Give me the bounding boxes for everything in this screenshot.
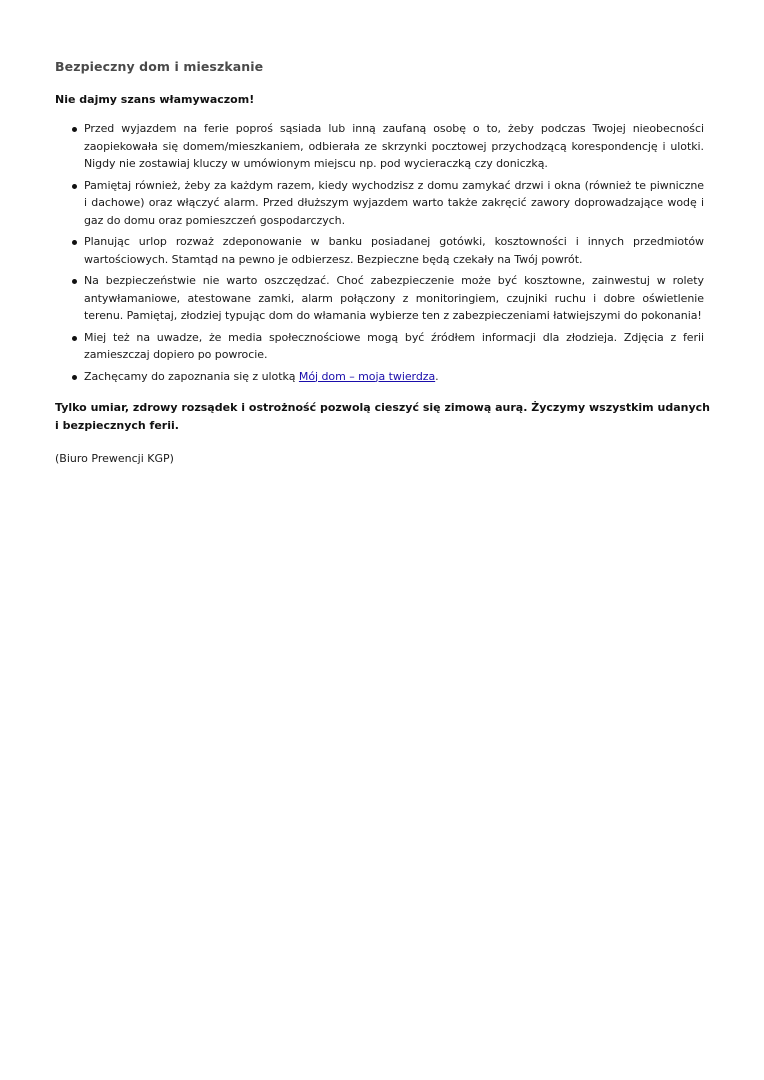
list-item-text: Planując urlop rozważ zdeponowanie w banku posiadanej gotówki, kosztowności i innych przedmiotów wartościowych. Stamtąd na pewno je odbierzesz. Bezpieczne będą czekały na Twój powrót. [84,235,704,266]
bullet-icon [72,279,77,284]
bullet-icon [72,240,77,245]
list-item-leaflet [55,368,710,386]
document-page [55,58,710,467]
leaflet-suffix-text: . [435,369,439,383]
leaflet-prefix-text: Zachęcamy do zapoznania się z ulotką [84,369,299,383]
list-item-text: Przed wyjazdem na ferie poproś sąsiada lub inną zaufaną osobę o to, żeby podczas Twojej nieobecności zaopiekowała się domem/mieszkaniem, odbierała ze skrzynki pocztowej przychodzącą korespondencję i ulotki. Nigdy nie zostawiaj kluczy w umówionym miejscu np. pod wycieraczką czy doniczką. [84,122,704,170]
list-item [55,233,710,268]
bullet-icon [72,336,77,341]
article-title: Bezpieczny dom i mieszkanie [55,59,264,74]
list-item [55,329,710,364]
source-attribution: (Biuro Prewencji KGP) [55,452,174,465]
list-item-text: Pamiętaj również, żeby za każdym razem, kiedy wychodzisz z domu zamykać drzwi i okna (również te piwniczne i dachowe) oraz włączyć alarm. Przed dłuższym wyjazdem warto także zakręcić zawory doprowadzające wodę i gaz do domu oraz pomieszczeń gospodarczych. [84,178,704,227]
bullet-icon [72,127,77,132]
article-subtitle: Nie dajmy szans włamywaczom! [55,93,255,106]
tips-list [55,120,710,385]
closing-paragraph: Tylko umiar, zdrowy rozsądek i ostrożność pozwolą cieszyć się zimową aurą. Życzymy wszystkim udanych i bezpiecznych ferii. [55,401,710,432]
list-item [55,177,710,230]
list-item [55,272,710,325]
bullet-icon [72,184,77,189]
bullet-icon [72,375,77,380]
list-item [55,120,710,173]
list-item-text: Na bezpieczeństwie nie warto oszczędzać. Choć zabezpieczenie może być kosztowne, zainwestuj w rolety antywłamaniowe, atestowane zamki, alarm połączony z monitoringiem, czujniki ruchu i dobre oświetlenie terenu. Pamiętaj, złodziej typując dom do włamania wybierze ten z zabezpieczeniami łatwiejszymi do pokonania! [84,274,704,322]
list-item-text: Miej też na uwadze, że media społecznościowe mogą być źródłem informacji dla złodzieja. Zdjęcia z ferii zamieszczaj dopiero po powrocie. [84,330,704,361]
leaflet-link[interactable]: Mój dom – moja twierdza [298,369,436,383]
